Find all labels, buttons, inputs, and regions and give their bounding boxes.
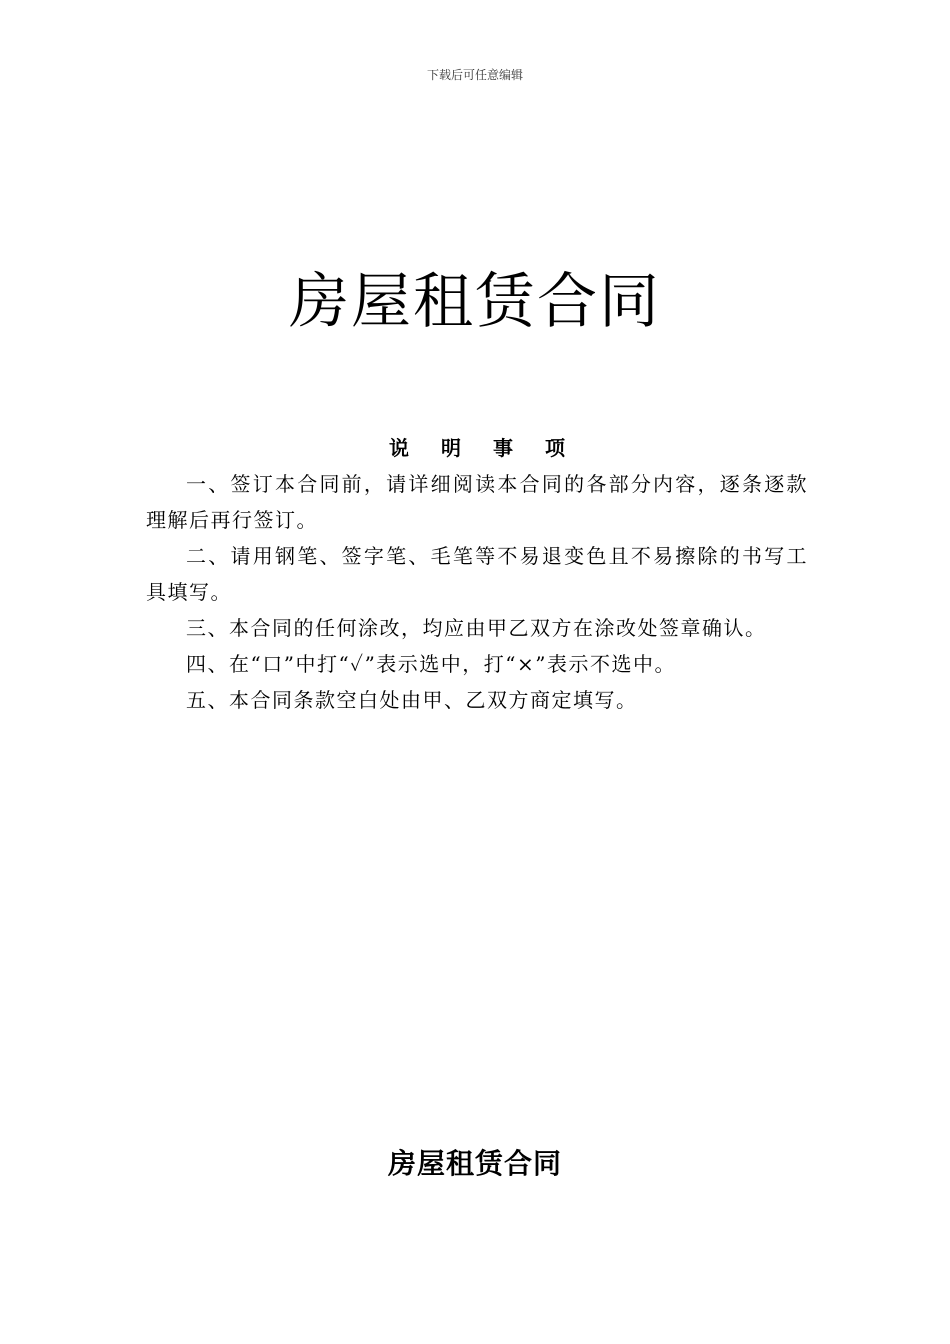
instruction-item-5: 五、本合同条款空白处由甲、乙双方商定填写。 <box>186 688 638 712</box>
instruction-item-2: 二、请用钢笔、签字笔、毛笔等不易退变色且不易擦除的书写工具填写。 <box>146 544 808 604</box>
section-title: 房屋租赁合同 <box>387 1147 562 1180</box>
header-note: 下载后可任意编辑 <box>426 68 523 82</box>
heading-char: 项 <box>545 436 565 460</box>
page-title: 房屋租赁合同 <box>289 267 661 337</box>
heading-char: 说 <box>389 436 409 460</box>
instruction-item-1: 一、签订本合同前，请详细阅读本合同的各部分内容，逐条逐款理解后再行签订。 <box>146 472 808 532</box>
instruction-item-4: 四、在“口”中打“✓”表示选中，打“×”表示不选中。 <box>186 652 677 676</box>
instructions-section <box>146 430 808 718</box>
instructions-heading <box>146 430 808 466</box>
heading-char: 明 <box>441 436 461 460</box>
instruction-item-3: 三、本合同的任何涂改，均应由甲乙双方在涂改处签章确认。 <box>186 616 767 640</box>
heading-char: 事 <box>493 436 513 460</box>
